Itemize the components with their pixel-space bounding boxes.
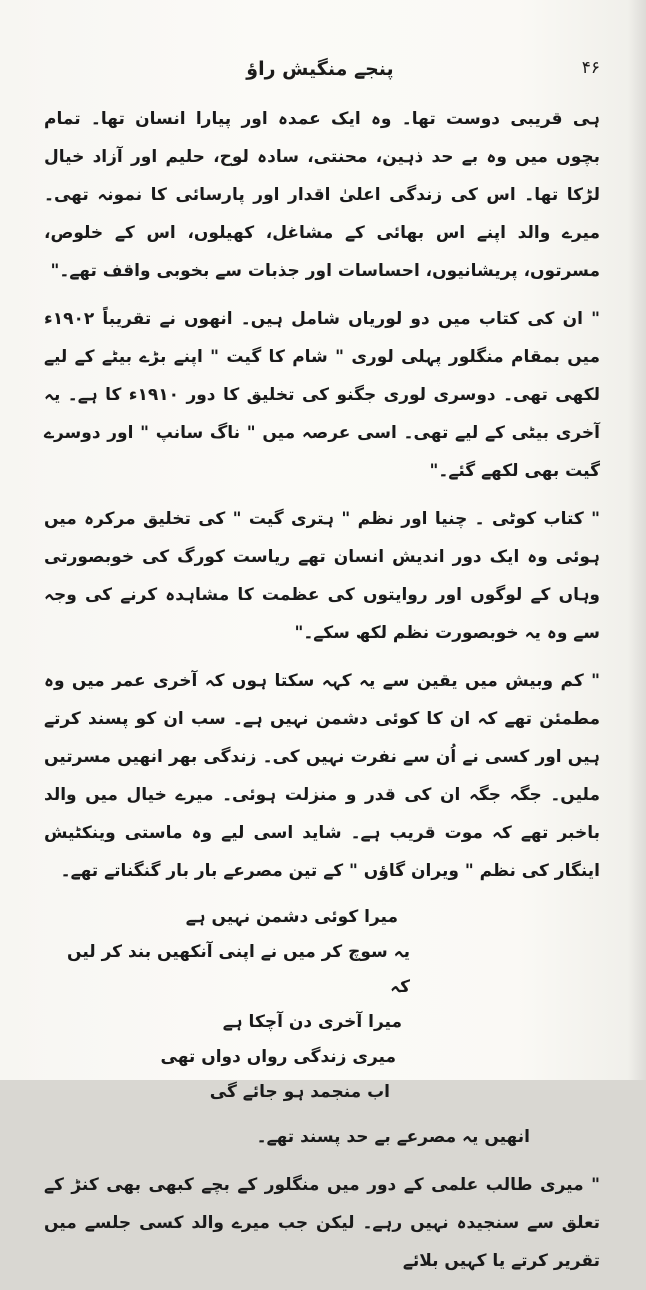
- poem-line: میرا کوئی دشمن نہیں ہے: [185, 907, 398, 927]
- page-header: [40, 58, 600, 88]
- poem-line: یہ سوچ کر میں نے اپنی آنکھیں بند کر لیں کہ: [67, 942, 410, 997]
- poem-line: اب منجمد ہو جائے گی: [209, 1082, 390, 1102]
- body-text: [44, 100, 600, 1290]
- paragraph-5: " میری طالب علمی کے دور میں منگلور کے بچے کبھی بھی کنڑ کے تعلق سے سنجیدہ نہیں رہے۔ لیکن جب میرے والد کسی جلسے میں تقریر کرتے یا کہیں بلائے: [44, 1175, 600, 1271]
- page-edge-shadow: [628, 0, 646, 1080]
- poem-block: [44, 900, 600, 1110]
- poem-closing-line: انھیں یہ مصرعے بے حد پسند تھے۔: [256, 1127, 530, 1147]
- paragraph-4: " کم وبیش میں یقین سے یہ کہہ سکتا ہوں کہ آخری عمر میں وہ مطمئن تھے کہ ان کا کوئی دشمن نہیں ہے۔ سب ان کو پسند کرتے ہیں اور کسی نے اُن سے نفرت نہیں کی۔ زندگی بھر انھیں مسرتیں ملیں۔ جگہ جگہ ان کی قدر و منزلت ہوئی۔ میرے خیال میں والد باخبر تھے کہ موت قریب ہے۔ شاید اسی لیے وہ ماستی وینکٹیش اینگار کی نظم " ویران گاؤں " کے تین مصرعے بار بار گنگناتے تھے۔: [44, 671, 600, 881]
- paragraph-2: " ان کی کتاب میں دو لوریاں شامل ہیں۔ انھوں نے تقریباً ۱۹۰۲ء میں بمقام منگلور پہلی لوری " شام کا گیت " اپنے بڑے بیٹے کے لیے لکھی تھی۔ دوسری لوری جگنو کی تخلیق کا دور ۱۹۱۰ء کا ہے۔ یہ آخری بیٹی کے لیے تھی۔ اسی عرصہ میں " ناگ سانپ " اور دوسرے گیت بھی لکھے گئے۔": [44, 309, 600, 481]
- poem-line: میری زندگی رواں دواں تھی: [160, 1047, 396, 1067]
- running-title: پنجے منگیش راؤ: [246, 58, 394, 80]
- paragraph-1: ہی قریبی دوست تھا۔ وہ ایک عمدہ اور پیارا انسان تھا۔ تمام بچوں میں وہ بے حد ذہین، محنتی، سادہ لوح، حلیم اور آزاد خیال لڑکا تھا۔ اس کی زندگی اعلیٰ اقدار اور پارسائی کا نمونہ تھی۔ میرے والد اپنے اس بھائی کے مشاغل، کھیلوں، اس کے خلوص، مسرتوں، پریشانیوں، احساسات اور جذبات سے بخوبی واقف تھے۔": [44, 109, 600, 281]
- poem-line: میرا آخری دن آچکا ہے: [222, 1012, 402, 1032]
- page-number: ۴۶: [581, 58, 600, 78]
- paragraph-3: " کتاب کوٹی ۔ چنیا اور نظم " ہتری گیت " کی تخلیق مرکرہ میں ہوئی وہ ایک دور اندیش انسان تھے ریاست کورگ کی خوبصورتی وہاں کے لوگوں اور روایتوں کی عظمت کا مشاہدہ کرنے کی وجہ سے وہ یہ خوبصورت نظم لکھ سکے۔": [44, 509, 600, 643]
